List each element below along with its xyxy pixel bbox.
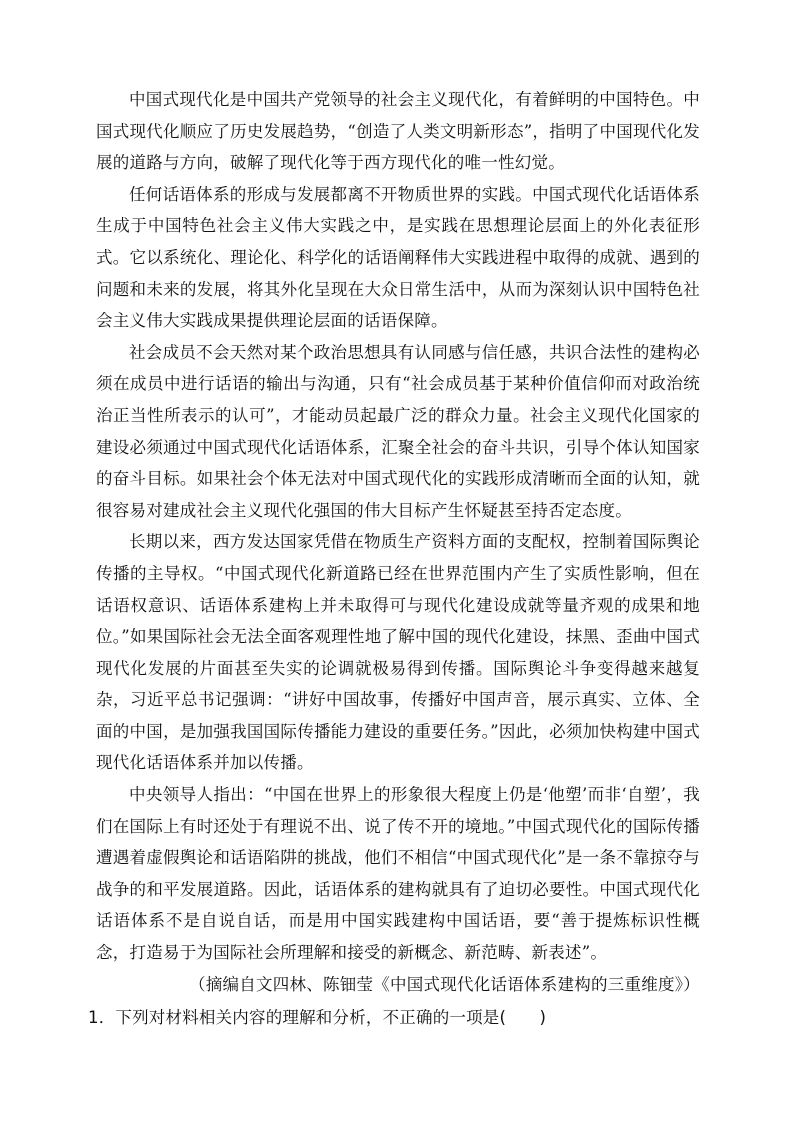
paragraph-5: 中央领导人指出：“中国在世界上的形象很大程度上仍是‘他塑’而非‘自塑’，我们在国际上有时还处于有理说不出、说了传不开的境地。”中国式现代化的国际传播遭遇着虚假舆论和话语陷阱的挑战，他们不相信“中国式现代化”是一条不靠掠夺与战争的和平发展道路。因此，话语体系的建构就具有了迫切必要性。中国式现代化话语体系不是自说自话，而是用中国实践建构中国话语，要“善于提炼标识性概念，打造易于为国际社会所理解和接受的新概念、新范畴、新表述”。 <box>96 785 700 963</box>
source-citation: （摘编自文四林、陈钿莹《中国式现代化话语体系建构的三重维度》） <box>189 974 700 994</box>
paragraph-1: 中国式现代化是中国共产党领导的社会主义现代化，有着鲜明的中国特色。中国式现代化顺应了历史发展趋势，“创造了人类文明新形态”，指明了中国现代化发展的道路与方向，破解了现代化等于西方现代化的唯一性幻觉。 <box>96 90 700 173</box>
question-1: 1．下列对材料相关内容的理解和分析，不正确的一项是( ) <box>88 1008 547 1028</box>
paragraph-3: 社会成员不会天然对某个政治思想具有认同感与信任感，共识合法性的建构必须在成员中进行话语的输出与沟通，只有“社会成员基于某种价值信仰而对政治统治正当性所表示的认可”，才能动员起最广泛的群众力量。社会主义现代化国家的建设必须通过中国式现代化话语体系，汇聚全社会的奋斗共识，引导个体认知国家的奋斗目标。如果社会个体无法对中国式现代化的实践形成清晰而全面的认知，就很容易对建成社会主义现代化强国的伟大目标产生怀疑甚至持否定态度。 <box>96 342 700 520</box>
paragraph-4: 长期以来，西方发达国家凭借在物质生产资料方面的支配权，控制着国际舆论传播的主导权。“中国式现代化新道路已经在世界范围内产生了实质性影响，但在话语权意识、话语体系建构上并未取得可与现代化建设成就等量齐观的成果和地位。”如果国际社会无法全面客观理性地了解中国的现代化建设，抹黑、歪曲中国式现代化发展的片面甚至失实的论调就极易得到传播。国际舆论斗争变得越来越复杂，习近平总书记强调：“讲好中国故事，传播好中国声音，展示真实、立体、全面的中国，是加强我国国际传播能力建设的重要任务。”因此，必须加快构建中国式现代化话语体系并加以传播。 <box>96 532 700 773</box>
paragraph-2: 任何话语体系的形成与发展都离不开物质世界的实践。中国式现代化话语体系生成于中国特色社会主义伟大实践之中，是实践在思想理论层面上的外化表征形式。它以系统化、理论化、科学化的话语阐释伟大实践进程中取得的成就、遇到的问题和未来的发展，将其外化呈现在大众日常生活中，从而为深刻认识中国特色社会主义伟大实践成果提供理论层面的话语保障。 <box>96 184 700 331</box>
article <box>88 84 700 1032</box>
